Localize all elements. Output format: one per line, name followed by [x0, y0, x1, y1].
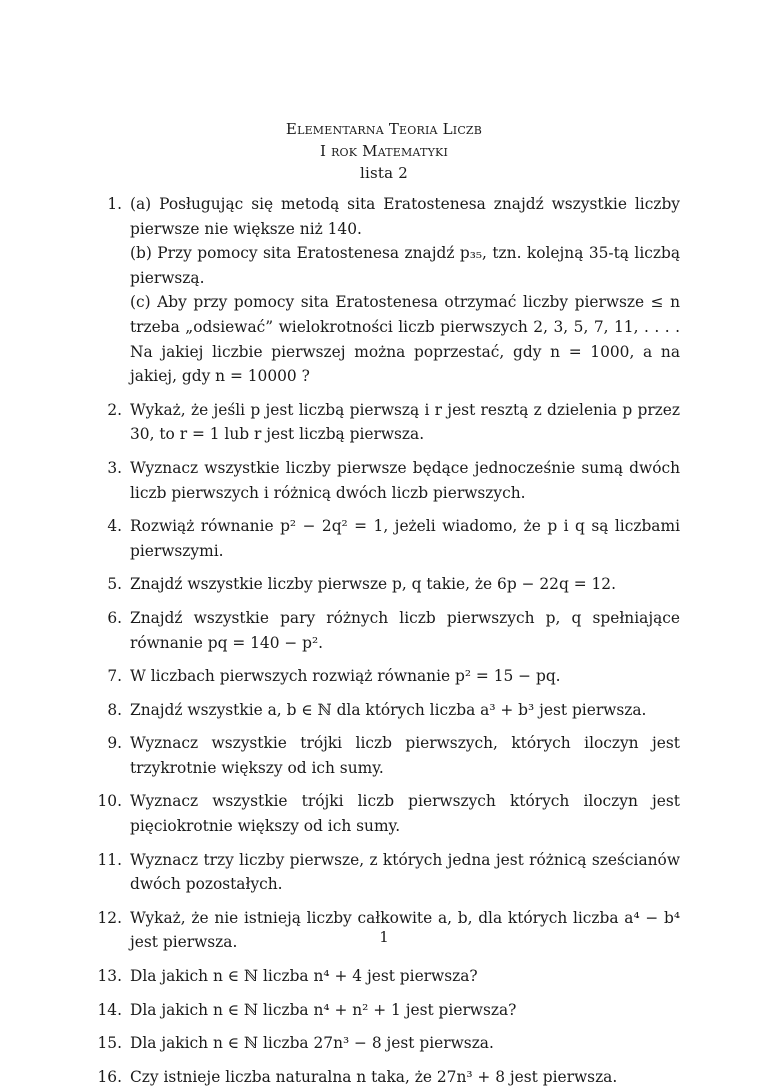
problem-text: Znajdź wszystkie a, b ∈ ℕ dla których liczba a³ + b³ jest pierwsza.: [130, 700, 647, 719]
page-number: 1: [379, 928, 389, 946]
problem-item-5: [96, 572, 680, 597]
problem-number: 10.: [97, 792, 122, 811]
course-title: Elementarna Teoria Liczb: [285, 120, 483, 138]
problem-item-2: [96, 398, 680, 447]
problem-part-b: (b) Przy pomocy sita Eratostenesa znajdź p₃₅, tzn. kolejną 35-tą liczbą pierwszą.: [130, 244, 680, 287]
problem-item-8: [96, 698, 680, 723]
problem-number: 13.: [97, 967, 122, 986]
document-header: [0, 118, 768, 184]
problem-text: Znajdź wszystkie liczby pierwsze p, q takie, że 6p − 22q = 12.: [130, 575, 616, 594]
list-label: lista 2: [360, 164, 408, 182]
problem-text: Dla jakich n ∈ ℕ liczba n⁴ + n² + 1 jest pierwsza?: [130, 1000, 517, 1019]
problem-text: Wykaż, że jeśli p jest liczbą pierwszą i r jest resztą z dzielenia p przez 30, to r = 1 lub r jest liczbą pierwsza.: [130, 400, 680, 444]
problem-item-14: [96, 998, 680, 1023]
problem-text: Wyznacz wszystkie liczby pierwsze będące jednocześnie sumą dwóch liczb pierwszych i różnicą dwóch liczb pierwszych.: [130, 458, 680, 502]
problem-text: Czy istnieje liczba naturalna n taka, że 27n³ + 8 jest pierwsza.: [130, 1067, 618, 1086]
problem-item-1: [96, 192, 680, 389]
problem-number: 16.: [97, 1067, 122, 1086]
problem-number: 5.: [107, 575, 122, 594]
problem-text: Wyznacz wszystkie trójki liczb pierwszych, których iloczyn jest trzykrotnie większy od ich sumy.: [130, 734, 680, 777]
problem-number: 4.: [107, 517, 122, 536]
problem-number: 9.: [107, 734, 122, 753]
problem-item-15: [96, 1031, 680, 1056]
problem-number: 2.: [107, 400, 122, 419]
problem-item-6: [96, 606, 680, 655]
problem-text: Znajdź wszystkie pary różnych liczb pierwszych p, q spełniające równanie pq = 140 − p².: [130, 608, 680, 652]
problem-number: 3.: [107, 458, 122, 477]
problem-item-9: [96, 731, 680, 780]
problem-text: Wyznacz wszystkie trójki liczb pierwszych których iloczyn jest pięciokrotnie większy od ich sumy.: [130, 792, 680, 836]
problem-list: [96, 192, 680, 1089]
problem-text: Wyznacz trzy liczby pierwsze, z których jedna jest różnicą sześcianów dwóch pozostałych.: [130, 850, 680, 894]
problem-text: Rozwiąż równanie p² − 2q² = 1, jeżeli wiadomo, że p i q są liczbami pierwszymi.: [130, 517, 680, 560]
problem-text: Dla jakich n ∈ ℕ liczba n⁴ + 4 jest pierwsza?: [130, 967, 478, 986]
problem-number: 1.: [107, 195, 122, 213]
problem-item-13: [96, 964, 680, 989]
problem-text: Dla jakich n ∈ ℕ liczba 27n³ − 8 jest pierwsza.: [130, 1034, 494, 1053]
problem-number: 14.: [97, 1000, 122, 1019]
problem-item-10: [96, 789, 680, 838]
problem-number: 6.: [107, 608, 122, 627]
problem-text: W liczbach pierwszych rozwiąż równanie p² = 15 − pq.: [130, 667, 561, 686]
problem-number: 12.: [97, 908, 122, 927]
course-subtitle: I rok Matematyki: [319, 142, 448, 160]
problem-number: 11.: [97, 850, 122, 869]
problem-number: 15.: [97, 1034, 122, 1053]
problem-item-16: [96, 1065, 680, 1089]
problem-item-7: [96, 664, 680, 689]
problem-number: 7.: [107, 667, 122, 686]
problem-item-11: [96, 848, 680, 897]
problem-item-4: [96, 514, 680, 563]
problem-part-a: (a) Posługując się metodą sita Eratostenesa znajdź wszystkie liczby pierwsze nie większe niż 140.: [130, 195, 680, 238]
problem-item-3: [96, 456, 680, 505]
problem-number: 8.: [107, 700, 122, 719]
problem-part-c: (c) Aby przy pomocy sita Eratostenesa otrzymać liczby pierwsze ≤ n trzeba „odsiewać” wielokrotności liczb pierwszych 2, 3, 5, 7, 11, . . . . Na jakiej liczbie pierwszej można poprzestać, gdy n = 1000, a na jakiej, gdy n = 10000 ?: [130, 293, 680, 386]
problem-text: Wykaż, że nie istnieją liczby całkowite a, b, dla których liczba a⁴ − b⁴ jest pierwsza.: [130, 908, 680, 952]
